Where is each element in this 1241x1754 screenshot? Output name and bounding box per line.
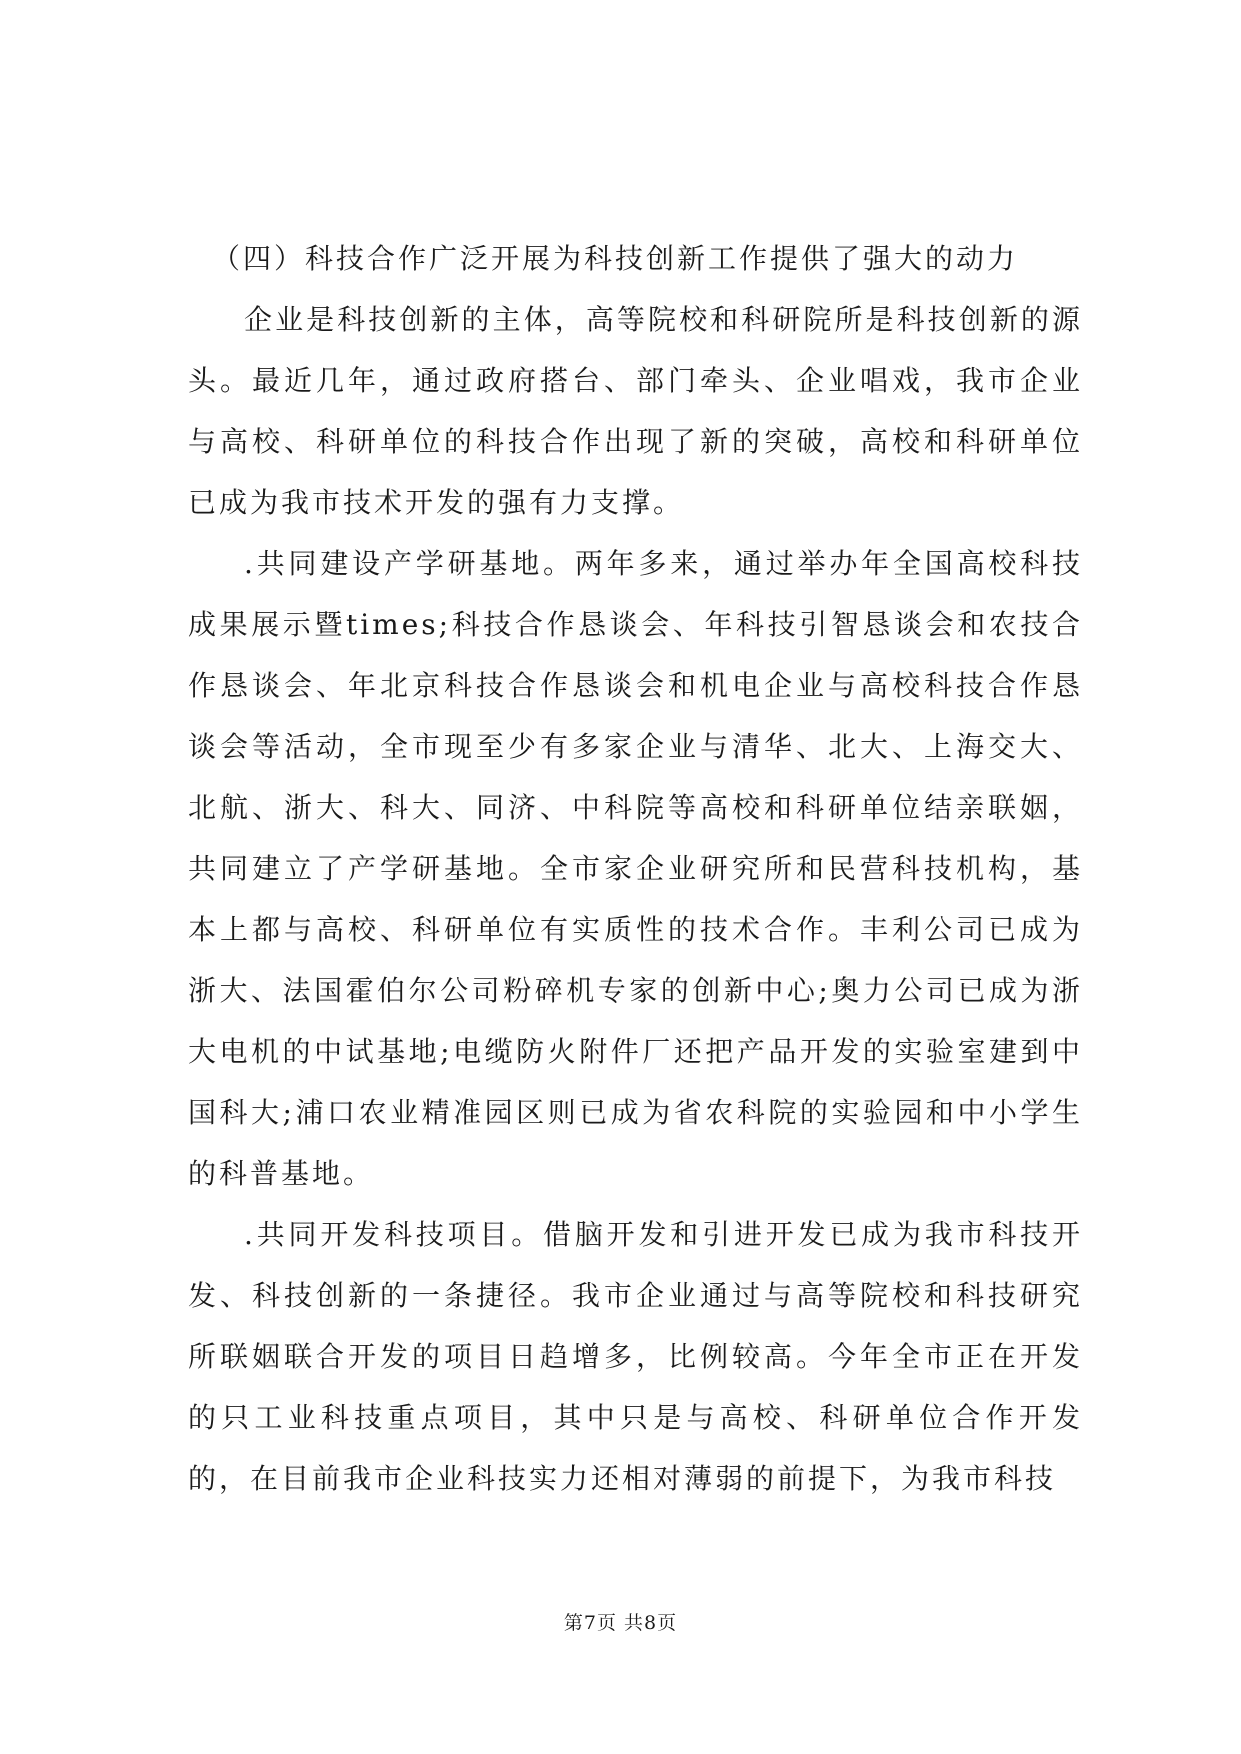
paragraph-joint-projects: .共同开发科技项目。借脑开发和引进开发已成为我市科技开发、科技创新的一条捷径。我市企业通过与高等院校和科技研究所联姻联合开发的项目日趋增多，比例较高。今年全市正在开发的只工业科技重点项目，其中只是与高校、科研单位合作开发的，在目前我市企业科技实力还相对薄弱的前提下，为我市科技	[188, 1218, 1083, 1495]
page-number-footer: 第7页 共8页	[563, 1612, 678, 1634]
section-heading: （四）科技合作广泛开展为科技创新工作提供了强大的动力	[212, 242, 1019, 275]
paragraph-research-base: .共同建设产学研基地。两年多来，通过举办年全国高校科技成果展示暨times;科技合作恳谈会、年科技引智恳谈会和农技合作恳谈会、年北京科技合作恳谈会和机电企业与高校科技合作恳谈会等活动，全市现至少有多家企业与清华、北大、上海交大、北航、浙大、科大、同济、中科院等高校和科研单位结亲联姻，共同建立了产学研基地。全市家企业研究所和民营科技机构，基本上都与高校、科研单位有实质性的技术合作。丰利公司已成为浙大、法国霍伯尔公司粉碎机专家的创新中心;奥力公司已成为浙大电机的中试基地;电缆防火附件厂还把产品开发的实验室建到中国科大;浦口农业精准园区则已成为省农科院的实验园和中小学生的科普基地。	[188, 547, 1083, 1190]
paragraph-intro: 企业是科技创新的主体，高等院校和科研院所是科技创新的源头。最近几年，通过政府搭台、部门牵头、企业唱戏，我市企业与高校、科研单位的科技合作出现了新的突破，高校和科研单位已成为我市技术开发的强有力支撑。	[188, 303, 1083, 519]
document-body	[188, 228, 1083, 1509]
